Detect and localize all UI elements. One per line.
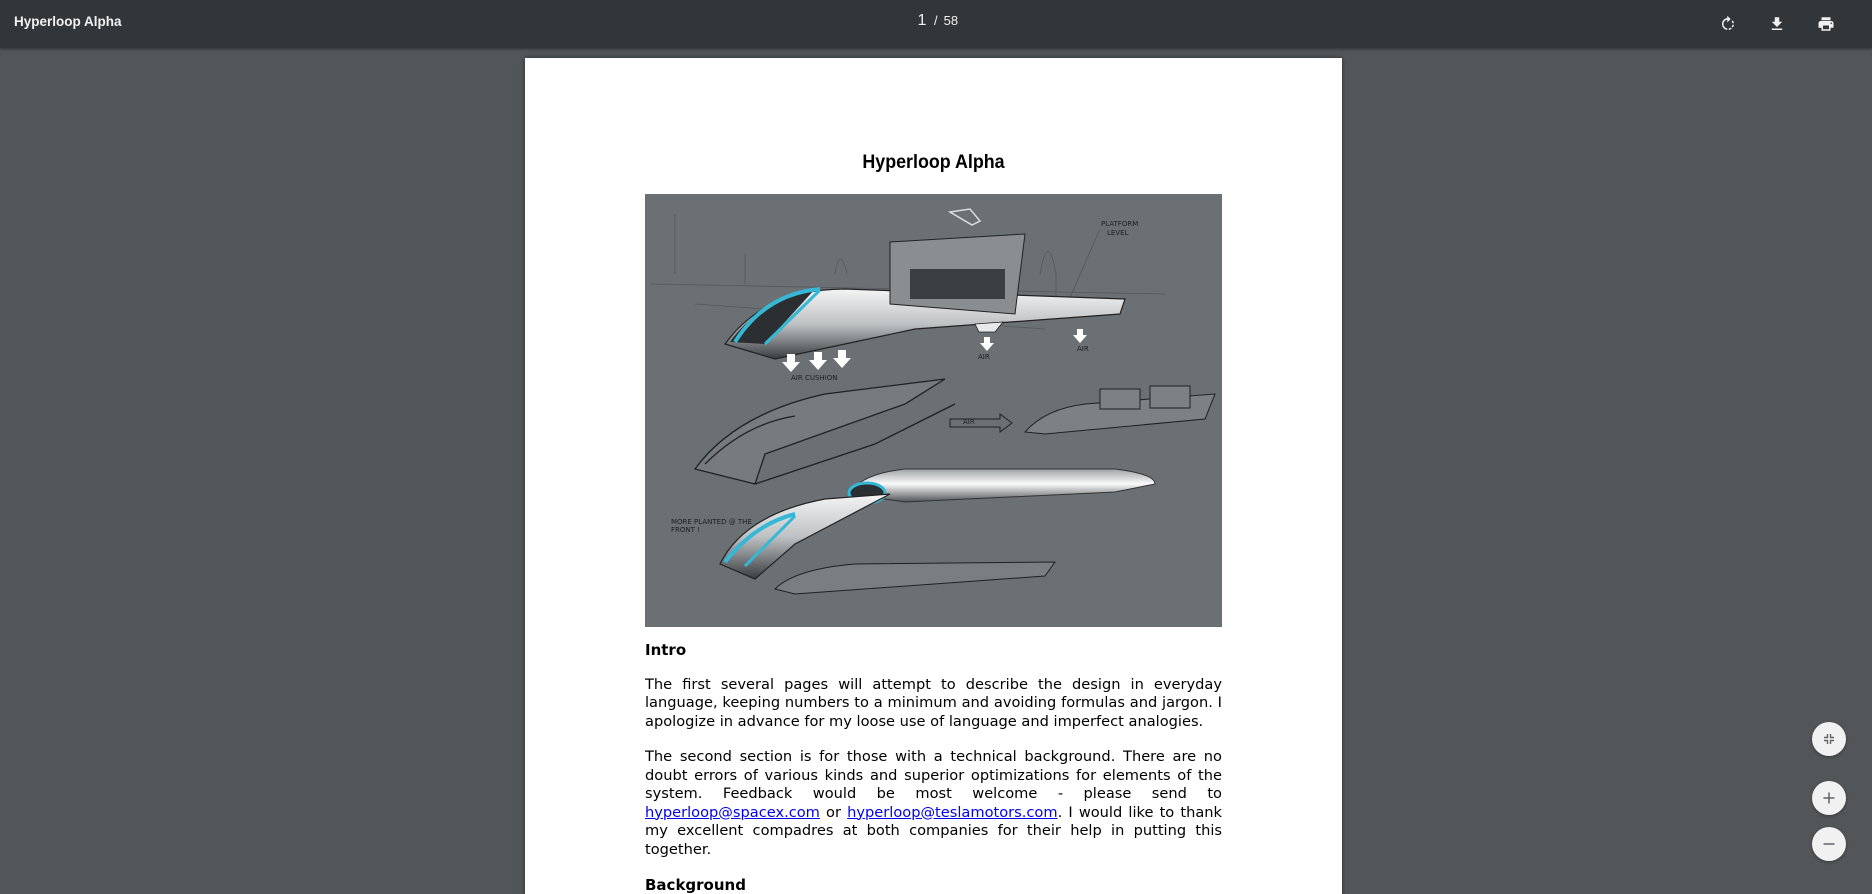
- page-heading: Hyperloop Alpha: [862, 152, 1005, 173]
- current-page-input[interactable]: 1: [917, 12, 927, 29]
- page-separator: /: [934, 13, 938, 28]
- total-pages: 58: [943, 13, 959, 28]
- fit-to-page-button[interactable]: [1812, 722, 1846, 756]
- tube-pod-sketch: [849, 469, 1155, 503]
- small-pod-sketch: [950, 386, 1215, 434]
- download-button[interactable]: [1763, 10, 1791, 38]
- print-button[interactable]: [1812, 10, 1840, 38]
- zoom-in-button[interactable]: [1812, 781, 1846, 815]
- zoom-out-button[interactable]: [1812, 827, 1846, 861]
- rotate-icon: [1719, 15, 1737, 33]
- paragraph-text: . I would like to thank my excellent compadres at both companies for their help in putting this together.: [645, 803, 1222, 858]
- document-title: Hyperloop Alpha: [14, 14, 122, 29]
- svg-text:MORE PLANTED @ THE: MORE PLANTED @ THE: [671, 518, 752, 526]
- paragraph-text: The second section is for those with a technical background. There are no doubt errors of various kinds and superior optimizations for elements of the system. Feedback would be most welcome - please send to: [645, 748, 1222, 802]
- svg-text:AIR: AIR: [978, 353, 990, 361]
- main-pod-sketch: [725, 209, 1125, 359]
- svg-text:AIR CUSHION: AIR CUSHION: [791, 374, 838, 382]
- svg-text:AIR: AIR: [963, 418, 975, 426]
- svg-text:AIR: AIR: [1077, 345, 1089, 353]
- pdf-page: [525, 58, 1342, 894]
- svg-text:LEVEL: LEVEL: [1107, 229, 1129, 237]
- svg-text:PLATFORM: PLATFORM: [1101, 220, 1139, 228]
- print-icon: [1817, 15, 1835, 33]
- tesla-email-link[interactable]: hyperloop@teslamotors.com: [847, 803, 1058, 821]
- sketch-illustration: [645, 194, 1222, 627]
- plus-icon: [1821, 790, 1837, 806]
- download-icon: [1768, 15, 1786, 33]
- page-text: [645, 641, 1222, 894]
- fit-page-icon: [1821, 731, 1837, 747]
- section-heading-intro: Intro: [645, 641, 687, 659]
- minus-icon: [1821, 836, 1837, 852]
- pdf-viewer[interactable]: [0, 48, 1872, 894]
- svg-text:FRONT !: FRONT !: [671, 526, 700, 534]
- rotate-button[interactable]: [1714, 10, 1742, 38]
- hyperloop-sketch-image: [645, 194, 1222, 627]
- intro-paragraph-1: The first several pages will attempt to describe the design in everyday language, keeping numbers to a minimum and avoiding formulas and jargon. I apologize in advance for my loose use of language and imperfect analogies.: [645, 675, 1222, 730]
- page-indicator: [915, 12, 958, 30]
- bottom-pod-sketch: [720, 494, 1055, 594]
- paragraph-text: or: [819, 803, 848, 821]
- spacex-email-link[interactable]: hyperloop@spacex.com: [645, 803, 820, 821]
- second-pod-sketch: [695, 379, 955, 484]
- pdf-toolbar: [0, 0, 1872, 48]
- intro-paragraph-2: [645, 748, 1222, 859]
- section-heading-background: Background: [645, 876, 746, 894]
